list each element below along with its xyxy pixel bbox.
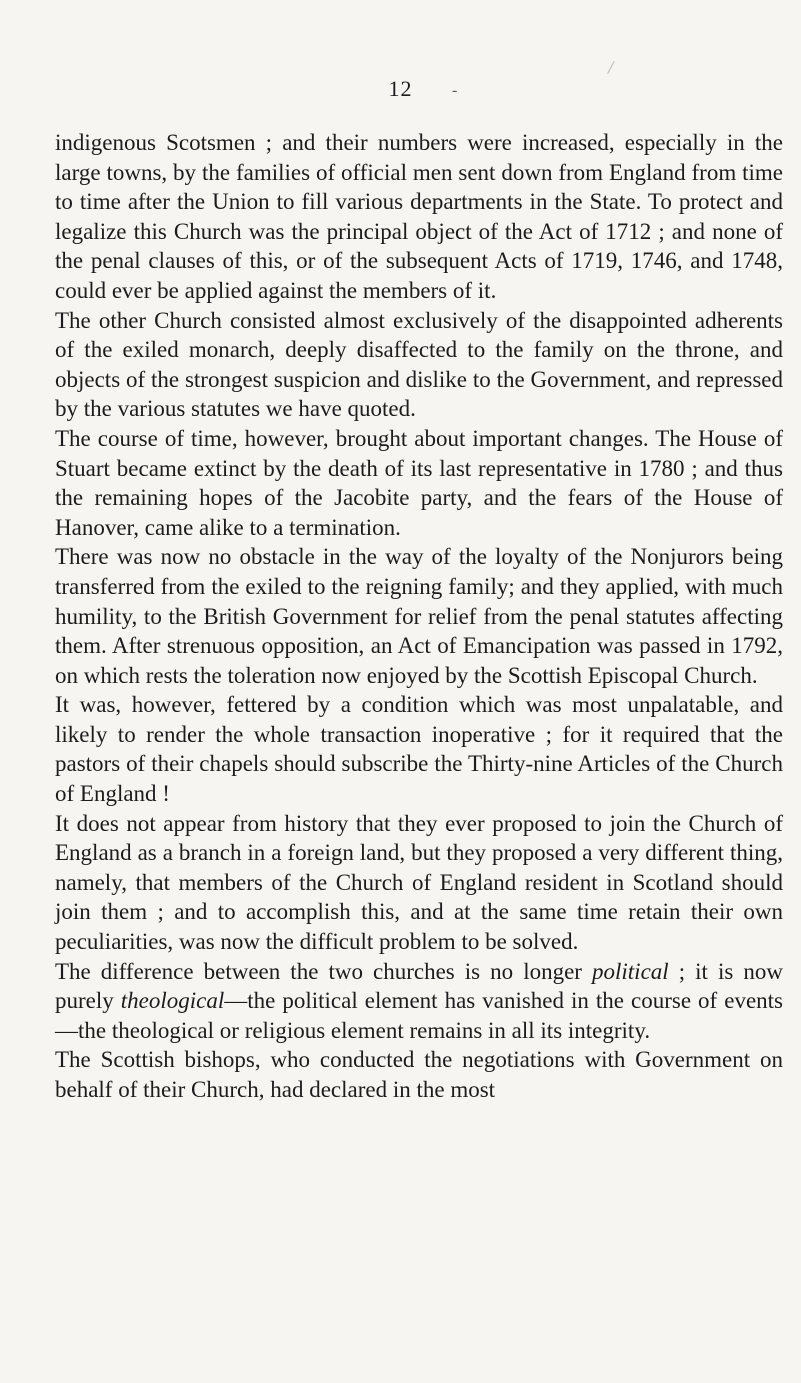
paragraph-4: There was now no obstacle in the way of the loyalty of the Nonjurors being transferred from the exiled to the reigning family; and they applied, with much humility, to the British Government for relief from the penal statutes affecting them. After strenuous opposition, an Act of Emancipation was passed in 1792, on which rests the toleration now enjoyed by the Scottish Episcopal Church. [55, 544, 783, 688]
stray-mark: - [452, 82, 458, 99]
paragraph-7-text-1: The difference between the two churches is no longer [55, 958, 593, 984]
paragraph-8: The Scottish bishops, who conducted the negotiations with Government on behalf of their Church, had declared in the most [55, 1047, 783, 1102]
italic-theological: theological [120, 988, 225, 1014]
paragraph-3: The course of time, however, brought about important changes. The House of Stuart became extinct by the death of its last representative in 1780 ; and thus the remaining hopes of the Jacobite party, and the fears of the House of Hanover, came alike to a termination. [55, 425, 783, 540]
italic-political: political [592, 958, 669, 984]
paragraph-2: The other Church consisted almost exclusively of the disappointed adherents of the exiled monarch, deeply disaffected to the family on the throne, and objects of the strongest suspicion and dislike to the Government, and repressed by the various statutes we have quoted. [55, 307, 783, 422]
paragraph-7-text-2: ; it is now purely [55, 958, 783, 1014]
paragraph-5: It was, however, fettered by a condition which was most unpalatable, and likely to render the whole transaction inoperative ; for it required that the pastors of their chapels should subscribe the Thirty-nine Articles of the Church of England ! [55, 692, 783, 807]
body-text [55, 128, 783, 1105]
paragraph-6: It does not appear from history that they ever proposed to join the Church of England as a branch in a foreign land, but they proposed a very different thing, namely, that members of the Church of England resident in Scotland should join them ; and to accomplish this, and at the same time retain their own peculiarities, was now the difficult problem to be solved. [55, 810, 783, 955]
page-number: 12 [388, 76, 413, 101]
pencil-tick-mark [607, 61, 620, 77]
paragraph-7-text-3: —the political element has vanished in the course of events—the theological or religious element remains in all its integrity. [55, 988, 783, 1043]
paragraph-1: indigenous Scotsmen ; and their numbers were increased, especially in the large towns, by the families of official men sent down from England from time to time after the Union to fill various departments in the State. To protect and legalize this Church was the principal object of the Act of 1712 ; and none of the penal clauses of this, or of the subsequent Acts of 1719, 1746, and 1748, could ever be applied against the members of it. [55, 130, 783, 303]
paragraph-7 [55, 957, 783, 1046]
